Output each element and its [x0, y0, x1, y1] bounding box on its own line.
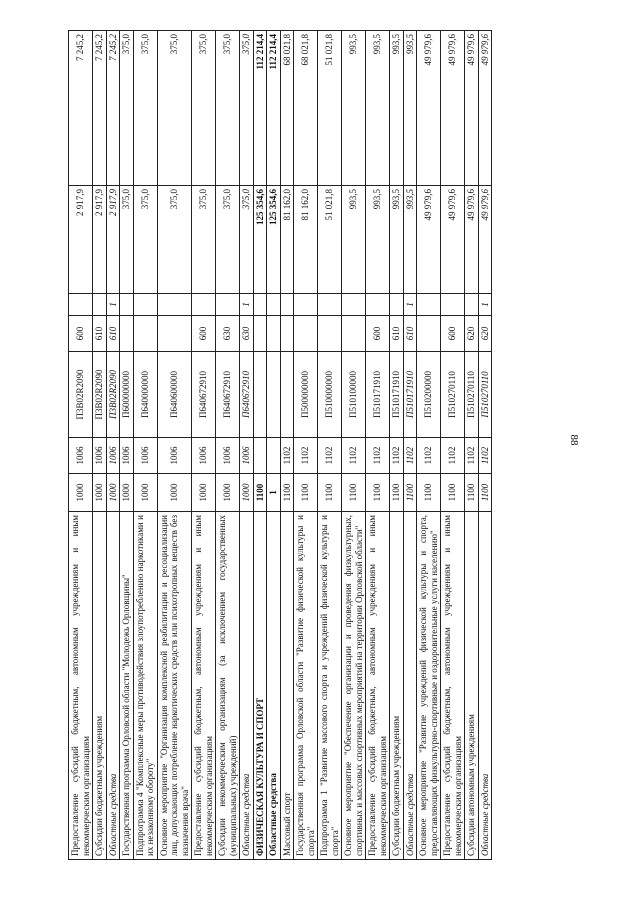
- source-code: [441, 294, 465, 316]
- amount-second: 993,5: [403, 31, 417, 186]
- section-code: 1102: [342, 438, 366, 474]
- expense-type-code: 610: [93, 316, 107, 352]
- expense-type-code: [157, 316, 192, 352]
- amount-second: 68 021,8: [280, 31, 294, 186]
- section-code: 1102: [478, 438, 492, 474]
- amount-first: 81 162,0: [280, 186, 294, 294]
- amount-first: 49 979,6: [465, 186, 479, 294]
- amount-second: 375,0: [120, 31, 134, 186]
- amount-second: 375,0: [240, 31, 254, 186]
- target-item-code: П510000000: [318, 352, 342, 438]
- department-code: 1000: [93, 474, 107, 512]
- amount-second: 993,5: [342, 31, 366, 186]
- section-code: 1102: [403, 438, 417, 474]
- amount-second: 112 214,4: [253, 31, 267, 186]
- section-code: [267, 438, 281, 474]
- expense-type-code: [280, 316, 294, 352]
- amount-second: 7 245,2: [69, 31, 93, 186]
- row-name: Подпрограмма 1 "Развитие массового спорта и учреждений физической культуры и спорта": [318, 512, 342, 860]
- target-item-code: П640600000: [157, 352, 192, 438]
- source-code: [280, 294, 294, 316]
- department-code: 1100: [253, 474, 267, 512]
- row-name: Субсидии бюджетным учреждениям: [93, 512, 107, 860]
- row-name: Субсидии автономным учреждениям: [465, 512, 479, 860]
- table-row: [216, 31, 240, 860]
- target-item-code: П640000000: [133, 352, 157, 438]
- table-row: [267, 31, 281, 860]
- department-code: 1000: [240, 474, 254, 512]
- row-name: Основное мероприятие "Развитие учреждений физической культуры и спорта, предоставляющих физкультурно-спортивные и оздоровительные услуги населению": [417, 512, 441, 860]
- row-name: Государственная программа Орловской области "Молодежь Орловщины": [120, 512, 134, 860]
- target-item-code: П640672910: [192, 352, 216, 438]
- target-item-code: П640672910: [240, 352, 254, 438]
- table-row: [133, 31, 157, 860]
- amount-first: 125 354,6: [253, 186, 267, 294]
- table-row: [318, 31, 342, 860]
- amount-first: 2 917,9: [106, 186, 120, 294]
- rotated-page-content: [68, 31, 492, 860]
- row-name: Субсидии некоммерческим организациям (за исключением государственных (муниципальных) учреждений): [216, 512, 240, 860]
- expense-type-code: 600: [441, 316, 465, 352]
- amount-first: 993,5: [342, 186, 366, 294]
- source-code: [216, 294, 240, 316]
- source-code: 1: [106, 294, 120, 316]
- budget-table-body: [69, 31, 492, 860]
- section-code: [253, 438, 267, 474]
- department-code: 1000: [157, 474, 192, 512]
- expense-type-code: 600: [192, 316, 216, 352]
- section-code: 1006: [157, 438, 192, 474]
- row-name: Подпрограмма 4 "Комплексные меры противодействия злоупотреблению наркотиками и их незаконному обороту": [133, 512, 157, 860]
- section-code: 1102: [465, 438, 479, 474]
- expense-type-code: [133, 316, 157, 352]
- amount-first: 49 979,6: [441, 186, 465, 294]
- table-row: [93, 31, 107, 860]
- expense-type-code: 630: [240, 316, 254, 352]
- amount-second: 7 245,2: [93, 31, 107, 186]
- department-code: 1100: [465, 474, 479, 512]
- amount-first: 51 021,8: [318, 186, 342, 294]
- expense-type-code: [342, 316, 366, 352]
- department-code: 1000: [106, 474, 120, 512]
- expense-type-code: 630: [216, 316, 240, 352]
- source-code: [417, 294, 441, 316]
- amount-second: 112 214,4: [267, 31, 281, 186]
- section-code: 1006: [216, 438, 240, 474]
- expense-type-code: 610: [403, 316, 417, 352]
- section-code: 1102: [366, 438, 390, 474]
- amount-second: 51 021,8: [318, 31, 342, 186]
- amount-first: 375,0: [157, 186, 192, 294]
- table-row: [478, 31, 492, 860]
- source-code: [366, 294, 390, 316]
- section-code: 1102: [294, 438, 318, 474]
- row-name: Массовый спорт: [280, 512, 294, 860]
- source-code: [267, 294, 281, 316]
- section-code: 1006: [240, 438, 254, 474]
- department-code: 1100: [318, 474, 342, 512]
- department-code: 1100: [280, 474, 294, 512]
- department-code: 1100: [403, 474, 417, 512]
- row-name: Предоставление субсидий бюджетным, автономным учреждениям и иным некоммерческим организациям: [192, 512, 216, 860]
- department-code: 1100: [441, 474, 465, 512]
- source-code: [93, 294, 107, 316]
- table-row: [441, 31, 465, 860]
- amount-second: 993,5: [390, 31, 404, 186]
- section-code: 1102: [390, 438, 404, 474]
- source-code: [294, 294, 318, 316]
- amount-first: 993,5: [403, 186, 417, 294]
- row-name: ФИЗИЧЕСКАЯ КУЛЬТУРА И СПОРТ: [253, 512, 267, 860]
- row-name: Областные средства: [478, 512, 492, 860]
- target-item-code: П3В02R2090: [93, 352, 107, 438]
- target-item-code: П510270110: [478, 352, 492, 438]
- department-code: 1100: [390, 474, 404, 512]
- department-code: 1100: [478, 474, 492, 512]
- expense-type-code: [318, 316, 342, 352]
- amount-first: 993,5: [390, 186, 404, 294]
- amount-first: 49 979,6: [417, 186, 441, 294]
- target-item-code: П640672910: [216, 352, 240, 438]
- expense-type-code: [267, 316, 281, 352]
- row-name: Предоставление субсидий бюджетным, автономным учреждениям и иным некоммерческим организациям: [366, 512, 390, 860]
- target-item-code: [267, 352, 281, 438]
- target-item-code: [253, 352, 267, 438]
- section-code: 1102: [318, 438, 342, 474]
- source-code: [69, 294, 93, 316]
- section-code: 1006: [120, 438, 134, 474]
- expense-type-code: 620: [478, 316, 492, 352]
- department-code: 1100: [366, 474, 390, 512]
- expense-type-code: 600: [366, 316, 390, 352]
- section-code: 1102: [441, 438, 465, 474]
- expense-type-code: [417, 316, 441, 352]
- page-number: 88: [568, 434, 580, 446]
- amount-first: 375,0: [192, 186, 216, 294]
- table-row: [342, 31, 366, 860]
- amount-second: 375,0: [216, 31, 240, 186]
- row-name: Субсидии бюджетным учреждениям: [390, 512, 404, 860]
- target-item-code: П500000000: [294, 352, 318, 438]
- source-code: 1: [478, 294, 492, 316]
- section-code: 1102: [280, 438, 294, 474]
- amount-first: 375,0: [133, 186, 157, 294]
- section-code: 1006: [106, 438, 120, 474]
- department-code: 1100: [417, 474, 441, 512]
- row-name: Основное мероприятие "Организация комплексной реабилитации и ресоциализации лиц, допускающих потребление наркотических средств или психотропных веществ без назначения врача": [157, 512, 192, 860]
- section-code: 1006: [133, 438, 157, 474]
- amount-first: 2 917,9: [69, 186, 93, 294]
- table-row: [465, 31, 479, 860]
- amount-second: 68 021,8: [294, 31, 318, 186]
- expense-type-code: [294, 316, 318, 352]
- row-name: Основное мероприятие "Обеспечение организации и проведения физкультурных, спортивных и массовых спортивных мероприятий на территории Орловской области": [342, 512, 366, 860]
- amount-second: 7 245,2: [106, 31, 120, 186]
- amount-first: 49 979,6: [478, 186, 492, 294]
- target-item-code: П600000000: [120, 352, 134, 438]
- source-code: [133, 294, 157, 316]
- target-item-code: П510171910: [366, 352, 390, 438]
- table-row: [120, 31, 134, 860]
- source-code: [157, 294, 192, 316]
- row-name: Предоставление субсидий бюджетным, автономным учреждениям и иным некоммерческим организациям: [69, 512, 93, 860]
- amount-second: 49 979,6: [465, 31, 479, 186]
- table-row: [157, 31, 192, 860]
- amount-first: 375,0: [240, 186, 254, 294]
- section-code: 1006: [192, 438, 216, 474]
- table-row: [253, 31, 267, 860]
- amount-first: 375,0: [120, 186, 134, 294]
- department-code: 1000: [120, 474, 134, 512]
- amount-second: 49 979,6: [441, 31, 465, 186]
- table-row: [366, 31, 390, 860]
- target-item-code: П510100000: [342, 352, 366, 438]
- target-item-code: [280, 352, 294, 438]
- expense-type-code: 600: [69, 316, 93, 352]
- target-item-code: П510270110: [465, 352, 479, 438]
- target-item-code: П3В02R2090: [106, 352, 120, 438]
- section-code: 1006: [93, 438, 107, 474]
- source-code: [465, 294, 479, 316]
- source-code: [120, 294, 134, 316]
- department-code: 1: [267, 474, 281, 512]
- row-name: Областные средства: [403, 512, 417, 860]
- source-code: 1: [240, 294, 254, 316]
- row-name: Предоставление субсидий бюджетным, автономным учреждениям и иным некоммерческим организациям: [441, 512, 465, 860]
- department-code: 1100: [342, 474, 366, 512]
- section-code: 1102: [417, 438, 441, 474]
- target-item-code: П510200000: [417, 352, 441, 438]
- table-row: [403, 31, 417, 860]
- amount-second: 49 979,6: [417, 31, 441, 186]
- amount-first: 81 162,0: [294, 186, 318, 294]
- source-code: [390, 294, 404, 316]
- source-code: [342, 294, 366, 316]
- amount-first: 125 354,6: [267, 186, 281, 294]
- source-code: [253, 294, 267, 316]
- target-item-code: П510171910: [403, 352, 417, 438]
- row-name: Областные средства: [267, 512, 281, 860]
- source-code: 1: [403, 294, 417, 316]
- amount-first: 2 917,9: [93, 186, 107, 294]
- expense-type-code: 610: [106, 316, 120, 352]
- department-code: 1100: [294, 474, 318, 512]
- row-name: Областные средства: [240, 512, 254, 860]
- target-item-code: П3В02R2090: [69, 352, 93, 438]
- expense-type-code: 610: [390, 316, 404, 352]
- expense-type-code: 620: [465, 316, 479, 352]
- table-row: [390, 31, 404, 860]
- table-row: [280, 31, 294, 860]
- amount-second: 993,5: [366, 31, 390, 186]
- amount-second: 375,0: [133, 31, 157, 186]
- source-code: [192, 294, 216, 316]
- department-code: 1000: [216, 474, 240, 512]
- table-row: [294, 31, 318, 860]
- table-row: [240, 31, 254, 860]
- section-code: 1006: [69, 438, 93, 474]
- amount-first: 993,5: [366, 186, 390, 294]
- amount-second: 375,0: [192, 31, 216, 186]
- department-code: 1000: [192, 474, 216, 512]
- row-name: Областные средства: [106, 512, 120, 860]
- expense-type-code: [253, 316, 267, 352]
- table-row: [417, 31, 441, 860]
- amount-second: 49 979,6: [478, 31, 492, 186]
- source-code: [318, 294, 342, 316]
- amount-first: 375,0: [216, 186, 240, 294]
- target-item-code: П510171910: [390, 352, 404, 438]
- table-row: [69, 31, 93, 860]
- department-code: 1000: [69, 474, 93, 512]
- amount-second: 375,0: [157, 31, 192, 186]
- row-name: Государственная программа Орловской области "Развитие физической культуры и спорта": [294, 512, 318, 860]
- expense-type-code: [120, 316, 134, 352]
- department-code: 1000: [133, 474, 157, 512]
- budget-table: [68, 30, 492, 860]
- target-item-code: П510270110: [441, 352, 465, 438]
- table-row: [192, 31, 216, 860]
- table-row: [106, 31, 120, 860]
